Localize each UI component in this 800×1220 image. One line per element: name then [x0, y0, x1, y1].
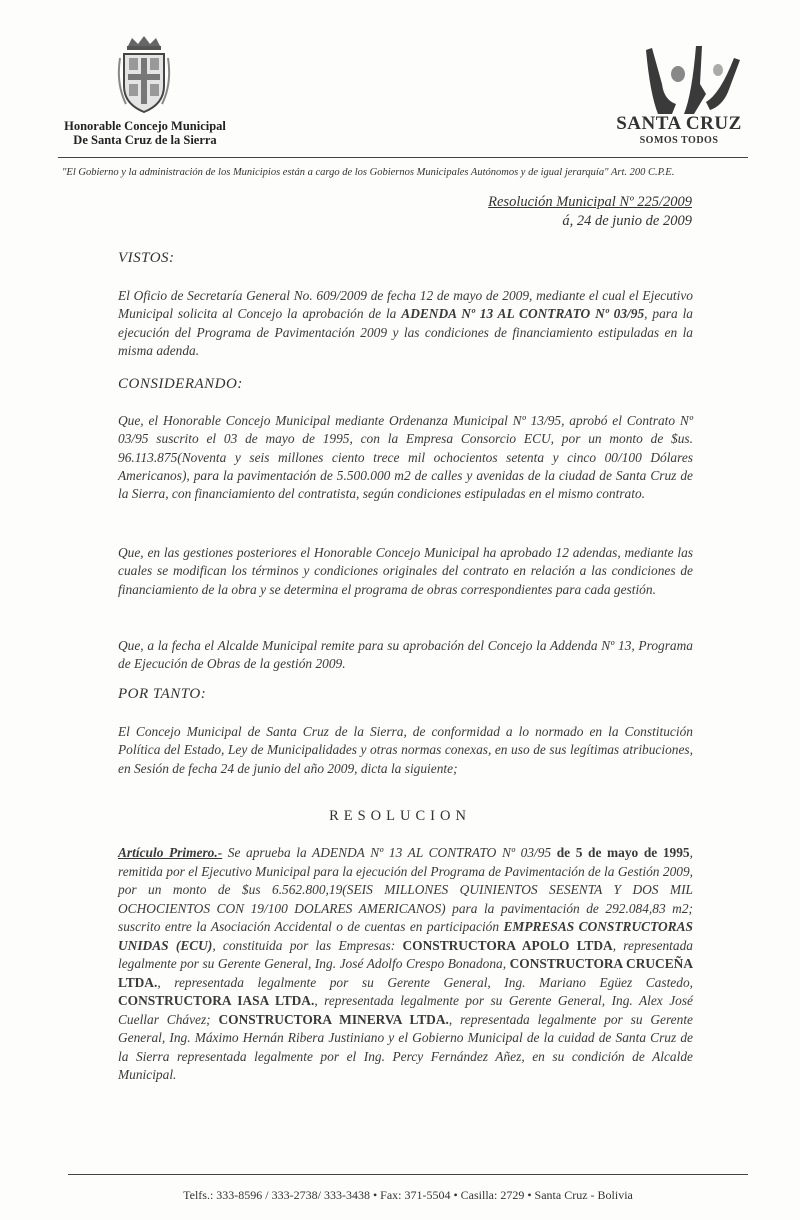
articulo-text-4: , representada legalmente por su Gerente General, Ing. José Adolfo Crespo Bonadona,	[118, 937, 693, 971]
vistos-text-1: El Oficio de Secretaría General No. 609/2009 de fecha 12 de mayo de 2009, mediante el cual el Ejecutivo Municipal solicita al Concejo la aprobación de la	[118, 288, 693, 322]
header-divider	[58, 157, 748, 158]
articulo-text-7: , representada legalmente por su Gerente General, Ing. Máximo Hernán Ribera Justiniano y el Gobierno Municipal de la cuidad de Santa Cruz de la Sierra representada legalmente por el Ing. Percy Fernández Añez, en su condición de Alcalde Municipal.	[118, 1011, 693, 1082]
organization-name	[40, 119, 250, 147]
vistos-heading: VISTOS:	[118, 250, 175, 266]
constitution-quote: "El Gobierno y la administración de los Municipios están a cargo de los Gobiernos Municipales Autónomos y de igual jerarquía" Art. 200 C.P.E.	[62, 167, 675, 178]
articulo-text-5: , representada legalmente por su Gerente General, Ing. Mariano Egüez Castedo,	[157, 974, 693, 990]
footer-contact: Telfs.: 333-8596 / 333-2738/ 333-3438 • Fax: 371-5504 • Casilla: 2729 • Santa Cruz - Bolivia	[183, 1188, 633, 1202]
logo-name: SANTA CRUZ	[616, 113, 742, 134]
por-tanto-paragraph: El Concejo Municipal de Santa Cruz de la Sierra, de conformidad a lo normado en la Constitución Política del Estado, Ley de Municipalidades y otras normas conexas, en uso de sus legítimas atribuciones, en Sesión de fecha 24 de junio del año 2009, dicta la siguiente;	[118, 724, 693, 776]
articulo-bold-5: CONSTRUCTORA IASA LTDA.	[118, 993, 315, 1008]
resolution-date: á, 24 de junio de 2009	[562, 213, 692, 229]
resolution-title: Resolución Municipal Nº 225/2009	[488, 194, 692, 210]
vistos-text-2: , para la ejecución del Programa de Pavimentación 2009 y las condiciones de financiamiento estipuladas en la misma adenda.	[118, 306, 693, 358]
considerando-paragraph-3: Que, a la fecha el Alcalde Municipal remite para su aprobación del Concejo la Addenda Nº 13, Programa de Ejecución de Obras de la gestión 2009.	[118, 638, 693, 672]
considerando-paragraph-1: Que, el Honorable Concejo Municipal mediante Ordenanza Municipal Nº 13/95, aprobó el Contrato Nº 03/95 suscrito el 03 de mayo de 1995, con la Empresa Consorcio ECU, por un monto de $us. 96.113.875(Noventa y seis millones ciento trece mil ochocientos setenta y cinco 00/100 Dólares Americanos), para la pavimentación de 5.500.000 m2 de calles y avenidas de la ciudad de Santa Cruz de la Sierra, con financiamiento del contratista, según condiciones estipuladas en el mismo contrato.	[118, 413, 693, 502]
articulo-bold-2: EMPRESAS CONSTRUCTORAS UNIDAS (ECU)	[118, 919, 693, 953]
organization-line-2: De Santa Cruz de la Sierra	[73, 133, 217, 147]
vistos-text-bold: ADENDA Nº 13 AL CONTRATO Nº 03/95	[401, 306, 645, 322]
organization-line-1: Honorable Concejo Municipal	[64, 119, 226, 133]
articulo-bold-1: de 5 de mayo de 1995	[556, 845, 690, 860]
raised-arms-icon	[636, 44, 746, 114]
articulo-primero-lead: Artículo Primero.-	[118, 845, 223, 860]
articulo-bold-3: CONSTRUCTORA APOLO LTDA	[402, 937, 613, 953]
por-tanto-heading: POR TANTO:	[118, 686, 207, 702]
logo-tagline: SOMOS TODOS	[639, 135, 719, 146]
articulo-text-2: , remitida por el Ejecutivo Municipal para la ejecución del Programa de Pavimentación de la Gestión 2009, por un monto de $us 6.562.800,19(SEIS MILLONES QUINIENTOS SESENTA Y DOS MIL OCHOCIENTOS CON 19/100 DOLARES AMERICANOS) para la pavimentación de 292.084,83 m2; suscrito entre la Asociación Accidental o de cuentas en participación	[118, 845, 693, 934]
vistos-paragraph	[118, 287, 693, 360]
articulo-primero-paragraph	[118, 844, 693, 1085]
articulo-bold-4: CONSTRUCTORA CRUCEÑA LTDA.	[118, 956, 693, 990]
articulo-text-1: Se aprueba la ADENDA Nº 13 AL CONTRATO Nº 03/95	[222, 845, 557, 860]
articulo-bold-6: CONSTRUCTORA MINERVA LTDA.	[218, 1011, 449, 1027]
coat-of-arms-icon	[116, 34, 172, 120]
footer-divider	[68, 1174, 748, 1175]
articulo-text-6: , representada legalmente por su Gerente General, Ing. Alex José Cuellar Chávez;	[118, 993, 693, 1027]
considerando-heading: CONSIDERANDO:	[118, 376, 243, 392]
articulo-text-3: , constituida por las Empresas:	[212, 937, 403, 953]
considerando-paragraph-2: Que, en las gestiones posteriores el Honorable Concejo Municipal ha aprobado 12 adendas, mediante las cuales se modifican los términos y condiciones originales del contrato en relación a las condiciones de financiamiento de la obra y se determina el programa de obras correspondientes para cada gestión.	[118, 545, 693, 597]
santa-cruz-logo	[614, 44, 744, 148]
resolucion-heading: RESOLUCION	[329, 808, 471, 824]
